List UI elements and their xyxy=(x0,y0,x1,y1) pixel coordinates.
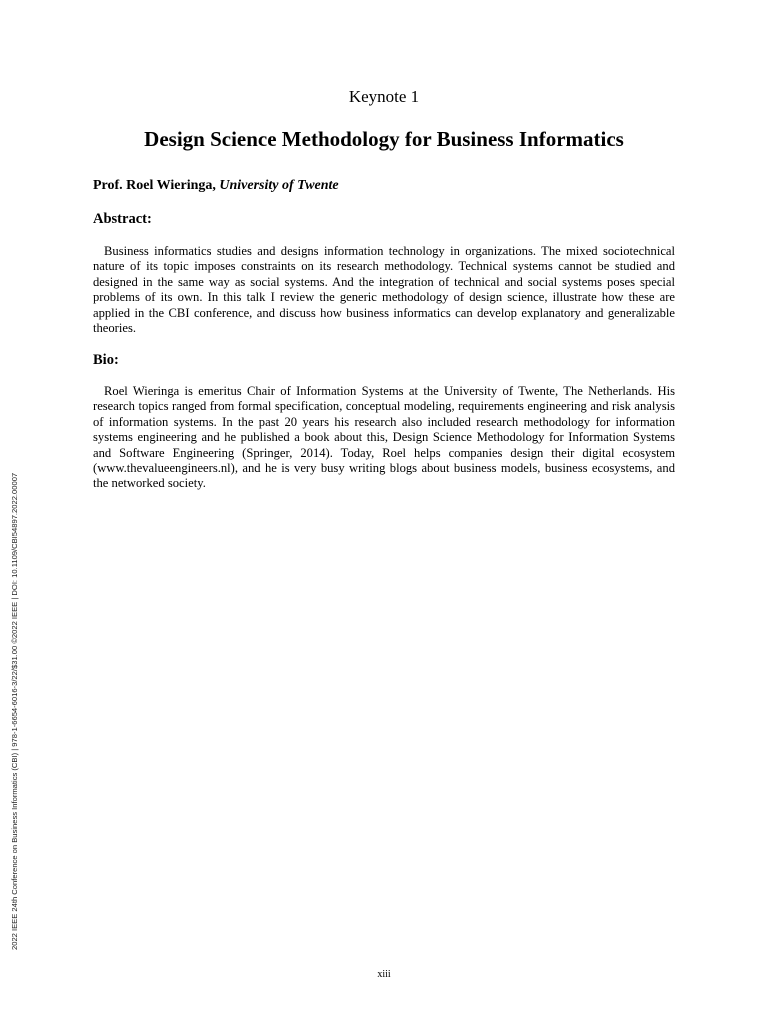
page-number: xiii xyxy=(377,969,391,980)
keynote-label: Keynote 1 xyxy=(348,87,420,106)
page-title: Design Science Methodology for Business Informatics xyxy=(144,127,624,151)
bio-text: Roel Wieringa is emeritus Chair of Information Systems at the University of Twente, The Netherlands. His research topics ranged from formal specification, conceptual modeling, requirements engineering and risk analysis of information systems. In the past 20 years his research also included research methodology for information systems engineering and he published a book about this, Design Science Methodology for Information Systems and Software Engineering (Springer, 2014). Today, Roel helps companies design their digital ecosystem (www.thevalueengineers.nl), and he is very busy writing blogs about business models, business ecosystems, and the networked society. xyxy=(93,384,675,491)
abstract-heading: Abstract: xyxy=(93,211,152,227)
author-affiliation: University of Twente xyxy=(219,178,339,193)
bio-heading: Bio: xyxy=(93,352,119,368)
author-line xyxy=(93,177,339,195)
doi-side-note: 2022 IEEE 24th Conference on Business Informatics (CBI) | 978-1-6654-6016-3/22/$31.00 ©2022 IEEE | DOI: 10.1109/CBI54897.2022.00007 xyxy=(10,472,19,950)
abstract-text: Business informatics studies and designs information technology in organizations. The mixed sociotechnical nature of its topic imposes constraints on its research methodology. Technical systems cannot be studied and designed in the same way as social systems. And the integration of technical and social systems poses special problems of its own. In this talk I review the generic methodology of design science, illustrate how these are applied in the CBI conference, and discuss how business informatics can develop explanatory and generalizable theories. xyxy=(93,244,675,336)
author-name: Prof. Roel Wieringa, xyxy=(93,178,216,193)
